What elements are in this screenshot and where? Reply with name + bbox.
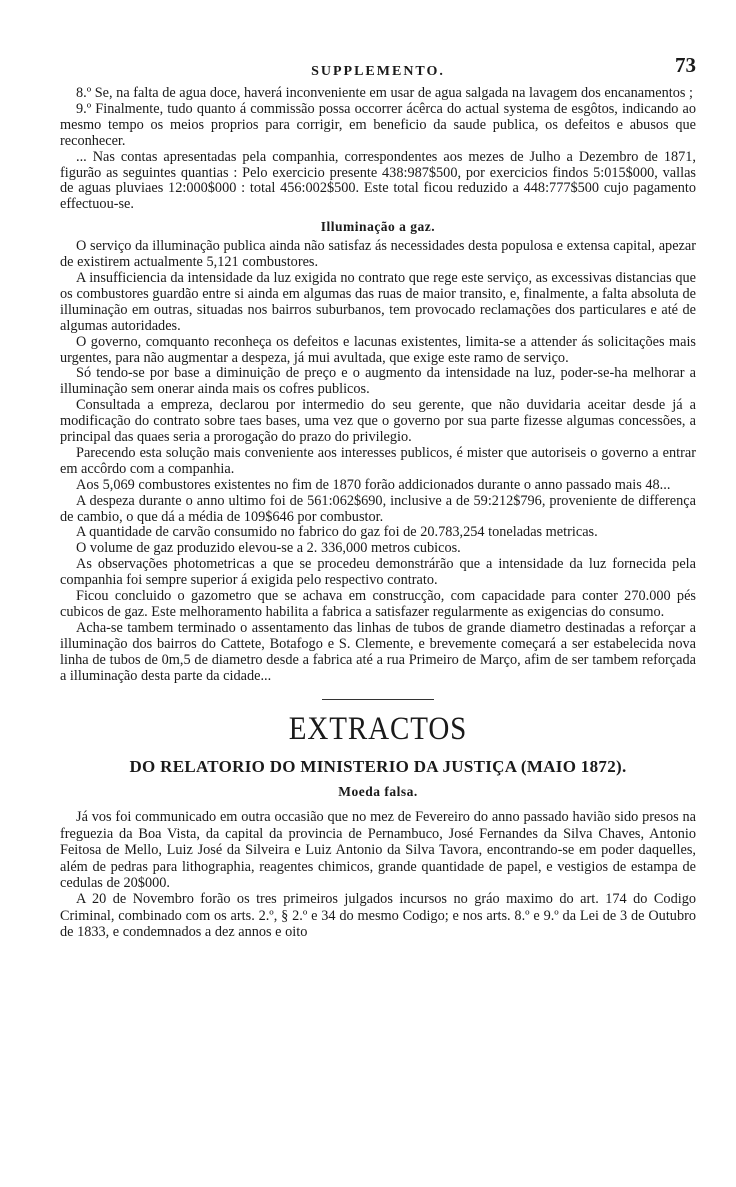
top-section — [60, 86, 696, 213]
paragraph: O volume de gaz produzido elevou-se a 2. 336,000 metros cubicos. — [76, 540, 461, 557]
paragraph: 8.º Se, na falta de agua doce, haverá inconveniente em usar de agua salgada na lavagem dos encanamentos ; — [76, 85, 693, 101]
page-number: 73 — [675, 53, 696, 77]
page-header — [60, 53, 696, 80]
paragraph: Só tendo-se por base a diminuição de preço e o augmento da intensidade na luz, poder-se-ha melhorar a illuminação sem onerar ainda mais os cofres publicos. — [60, 365, 696, 398]
extractos-title: EXTRACTOS — [288, 710, 468, 747]
section-heading-moeda-falsa: Moeda falsa. — [338, 783, 418, 799]
running-title: SUPPLEMENTO. — [311, 64, 445, 79]
paragraph: A despeza durante o anno ultimo foi de 561:062$690, inclusive a de 59:212$796, proveniente de differença de cambio, o que dá a média de 109$646 por combustor. — [60, 492, 696, 525]
section-divider — [322, 699, 434, 700]
section-heading-illuminacao: Illuminação a gaz. — [320, 219, 436, 235]
paragraph: A 20 de Novembro forão os tres primeiros julgados incursos no gráo maximo do art. 174 do Codigo Criminal, combinado com os arts. 2.º, § 2.º e 34 do mesmo Codigo; e nos arts. 8.º e 9.º da Lei de 3 de Outubro de 1833, e condemnados a dez annos e oito — [60, 891, 696, 941]
extractos-subtitle: DO RELATORIO DO MINISTERIO DA JUSTIÇA (MAIO 1872). — [129, 756, 627, 776]
illuminacao-section — [60, 239, 696, 684]
paragraph: 9.º Finalmente, tudo quanto á commissão possa occorrer ácêrca do actual systema de esgôtos, indicando ao mesmo tempo os meios proprios para corrigir, em beneficio da saude publica, os defeitos e abusos que reconhecer. — [60, 100, 696, 149]
paragraph: ... Nas contas apresentadas pela companhia, correspondentes aos mezes de Julho a Dezembro de 1871, figurão as seguintes quantias : Pelo exercicio presente 438:987$500, por exercicios findos 5:015$000, vallas de aguas pluviaes 12:000$000 : total 456:002$500. Este total ficou reduzido a 448:777$500 cujo pagamento effectuou-se. — [60, 148, 696, 213]
paragraph: Ficou concluido o gazometro que se achava em construcção, com capacidade para conter 270.000 pés cubicos de gaz. Este melhoramento habilita a fabrica a satisfazer regularmente as exigencias do consumo. — [60, 588, 696, 620]
moeda-falsa-section — [60, 809, 696, 940]
paragraph: Acha-se tambem terminado o assentamento das linhas de tubos de grande diametro destinadas a reforçar a illuminação dos bairros do Cattete, Botafogo e S. Clemente, e brevemente começará a ser estabelecida nova linha de tubos de 0m,5 de diametro desde a fabrica até a rua Primeiro de Março, afim de ser tambem reforçada a illuminação desta parte da cidade... — [60, 619, 696, 684]
paragraph: Parecendo esta solução mais conveniente aos interesses publicos, é mister que autoriseis o governo a entrar em accôrdo com a companhia. — [60, 444, 696, 477]
paragraph: Aos 5,069 combustores existentes no fim de 1870 forão addicionados durante o anno passado mais 48... — [76, 476, 671, 493]
paragraph: A quantidade de carvão consumido no fabrico do gaz foi de 20.783,254 toneladas metricas. — [76, 524, 598, 541]
paragraph: Já vos foi communicado em outra occasião que no mez de Fevereiro do anno passado havião sido presos na freguezia da Boa Vista, da capital da provincia de Pernambuco, José Fernandes da Silva Chaves, Antonio Feitosa de Mello, Luiz José da Silveira e Luiz Antonio da Silva Tavora, encontrando-se em poder daquelles, além de pedras para lithographia, reagentes chimicos, grande quantidade de papel, e vestigios de estampa de cedulas de 20$000. — [60, 809, 696, 892]
paragraph: O governo, comquanto reconheça os defeitos e lacunas existentes, limita-se a attender ás solicitações mais urgentes, para não augmentar a despeza, já mui avultada, que exige este ramo de serviço. — [60, 333, 696, 366]
paragraph: Consultada a empreza, declarou por intermedio do seu gerente, que não duvidaria aceitar desde já a modificação do contrato sobre taes bases, uma vez que o governo por sua parte fizesse algumas concessões, a principal das quaes seria a prorogação do prazo do privilegio. — [60, 397, 696, 446]
paragraph: As observações photometricas a que se procedeu demonstrárão que a intensidade da luz fornecida pela companhia foi sempre superior á exigida pelo respectivo contrato. — [60, 556, 696, 589]
paragraph: A insufficiencia da intensidade da luz exigida no contrato que rege este serviço, as excessivas distancias que os combustores guardão entre si ainda em algumas das ruas de maior transito, e, finalmente, a falta absoluta de illuminação em outras, situadas nos bairros suburbanos, tem provocado reclamações dos particulares e até de algumas autoridades. — [60, 269, 696, 334]
document-page — [60, 53, 696, 941]
paragraph: O serviço da illuminação publica ainda não satisfaz ás necessidades desta populosa e extensa capital, apezar de existirem actualmente 5,121 combustores. — [60, 238, 696, 271]
